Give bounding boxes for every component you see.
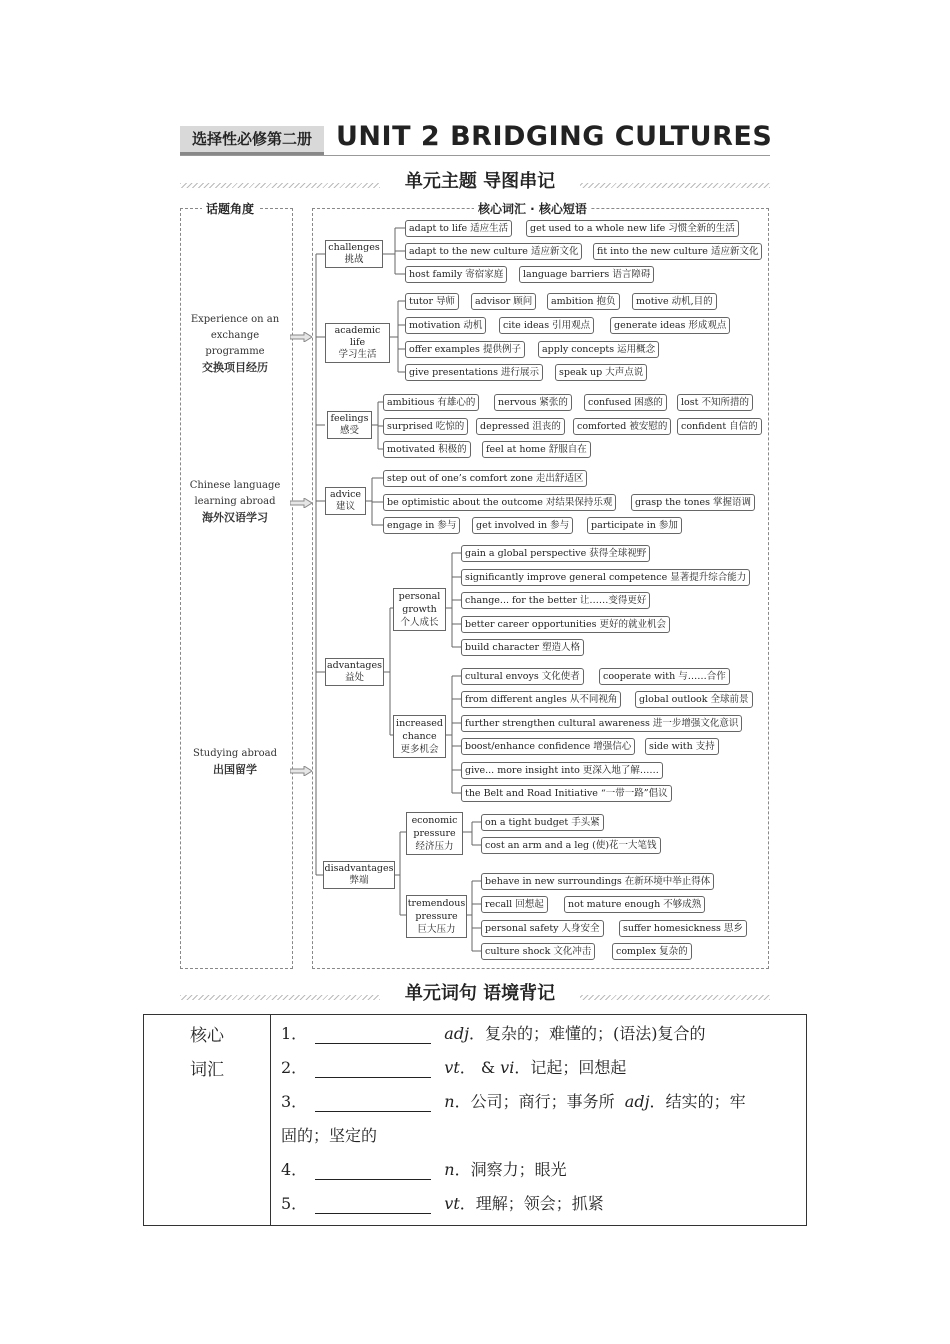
phrase-item: lost 不知所措的 bbox=[677, 394, 753, 411]
phrase-item: better career opportunities 更好的就业机会 bbox=[461, 616, 670, 633]
vocab-line-3: 3． n．公司；商行；事务所 adj．结实的；牢 bbox=[281, 1092, 746, 1111]
phrase-item: motivation 动机 bbox=[405, 317, 486, 334]
phrase-item: tutor 导师 bbox=[405, 293, 459, 310]
phrase-item: complex 复杂的 bbox=[612, 943, 692, 960]
vocab-line-2: 2． vt． & vi．记起；回想起 bbox=[281, 1058, 627, 1077]
core-vocab-label: 核心词汇 · 核心短语 bbox=[474, 200, 591, 217]
phrase-item: offer examples 提供例子 bbox=[405, 341, 525, 358]
right-arrow-icon bbox=[290, 332, 312, 342]
category-challenges: challenges 挑战 bbox=[325, 240, 383, 268]
phrase-item: from different angles 从不同视角 bbox=[461, 691, 621, 708]
phrase-item: cost an arm and a leg (使)花一大笔钱 bbox=[481, 837, 661, 854]
phrase-item: suffer homesickness 思乡 bbox=[619, 920, 747, 937]
phrase-item: boost/enhance confidence 增强信心 bbox=[461, 738, 635, 755]
phrase-item: cooperate with 与……合作 bbox=[599, 668, 730, 685]
phrase-item: surprised 吃惊的 bbox=[383, 418, 468, 435]
subcategory-increased-chance: increased chance 更多机会 bbox=[393, 715, 446, 758]
phrase-item: on a tight budget 手头紧 bbox=[481, 814, 604, 831]
answer-blank[interactable] bbox=[315, 1059, 431, 1078]
category-advantages: advantages 益处 bbox=[325, 658, 384, 686]
answer-blank[interactable] bbox=[315, 1195, 431, 1214]
phrase-item: confident 自信的 bbox=[677, 418, 762, 435]
phrase-item: the Belt and Road Initiative “一带一路”倡议 bbox=[461, 785, 672, 802]
phrase-item: depressed 沮丧的 bbox=[476, 418, 565, 435]
subcategory-personal-growth: personal growth 个人成长 bbox=[393, 588, 446, 631]
topic-angle-label: 话题角度 bbox=[202, 200, 258, 217]
book-volume-tag: 选择性必修第二册 bbox=[180, 126, 324, 155]
phrase-item: apply concepts 运用概念 bbox=[538, 341, 659, 358]
phrase-item: cultural envoys 文化使者 bbox=[461, 668, 584, 685]
section-title-vocab: 单元词句 语境背记 bbox=[380, 979, 580, 1005]
right-arrow-icon bbox=[290, 766, 312, 776]
phrase-item: ambitious 有雄心的 bbox=[383, 394, 479, 411]
phrase-item: confused 困惑的 bbox=[584, 394, 667, 411]
phrase-item: change... for the better 让……变得更好 bbox=[461, 592, 650, 609]
core-vocab-table bbox=[143, 1014, 807, 1226]
phrase-item: significantly improve general competence 显著提升综合能力 bbox=[461, 569, 750, 586]
category-advice: advice 建议 bbox=[325, 487, 366, 515]
phrase-item: personal safety 人身安全 bbox=[481, 920, 604, 937]
answer-blank[interactable] bbox=[315, 1161, 431, 1180]
phrase-item: gain a global perspective 获得全球视野 bbox=[461, 545, 650, 562]
phrase-item: adapt to the new culture 适应新文化 bbox=[405, 243, 582, 260]
phrase-item: host family 寄宿家庭 bbox=[405, 266, 507, 283]
answer-blank[interactable] bbox=[315, 1093, 431, 1112]
phrase-item: motivated 积极的 bbox=[383, 441, 471, 458]
subcategory-economic-pressure: economic pressure 经济压力 bbox=[406, 812, 463, 855]
phrase-item: adapt to life 适应生活 bbox=[405, 220, 512, 237]
topic-exchange: Experience on an exchange programme 交换项目经历 bbox=[190, 314, 280, 374]
phrase-item: advisor 顾问 bbox=[471, 293, 536, 310]
phrase-item: side with 支持 bbox=[645, 738, 719, 755]
phrase-item: further strengthen cultural awareness 进一步增强文化意识 bbox=[461, 715, 742, 732]
phrase-item: fit into the new culture 适应新文化 bbox=[593, 243, 762, 260]
phrase-item: be optimistic about the outcome 对结果保持乐观 bbox=[383, 494, 616, 511]
right-arrow-icon bbox=[290, 498, 312, 508]
vocab-line-3-cont: 固的；坚定的 bbox=[281, 1126, 378, 1145]
phrase-item: grasp the tones 掌握语调 bbox=[631, 494, 755, 511]
phrase-item: engage in 参与 bbox=[383, 517, 460, 534]
section-title-mindmap: 单元主题 导图串记 bbox=[380, 167, 580, 193]
phrase-item: give... more insight into 更深入地了解…… bbox=[461, 762, 663, 779]
core-vocab-label-cell: 核心 词汇 bbox=[144, 1015, 271, 1226]
phrase-item: give presentations 进行展示 bbox=[405, 364, 543, 381]
phrase-item: feel at home 舒服自在 bbox=[482, 441, 591, 458]
phrase-item: recall 回想起 bbox=[481, 896, 548, 913]
phrase-item: not mature enough 不够成熟 bbox=[564, 896, 705, 913]
phrase-item: get involved in 参与 bbox=[472, 517, 573, 534]
phrase-item: cite ideas 引用观点 bbox=[499, 317, 594, 334]
topic-chinese-learning: Chinese language learning abroad 海外汉语学习 bbox=[189, 480, 281, 524]
category-feelings: feelings 感受 bbox=[327, 411, 372, 439]
phrase-item: comforted 被安慰的 bbox=[573, 418, 671, 435]
phrase-item: participate in 参加 bbox=[587, 517, 682, 534]
vocab-line-1: 1． adj．复杂的；难懂的；(语法)复合的 bbox=[281, 1024, 706, 1043]
vocab-line-4: 4． n．洞察力；眼光 bbox=[281, 1160, 567, 1179]
answer-blank[interactable] bbox=[315, 1025, 431, 1044]
phrase-item: generate ideas 形成观点 bbox=[610, 317, 730, 334]
unit-title: UNIT 2 BRIDGING CULTURES bbox=[336, 121, 773, 152]
phrase-item: step out of one’s comfort zone 走出舒适区 bbox=[383, 470, 587, 487]
phrase-item: culture shock 文化冲击 bbox=[481, 943, 595, 960]
category-disadvantages: disadvantages 弊端 bbox=[323, 861, 395, 889]
phrase-item: global outlook 全球前景 bbox=[635, 691, 753, 708]
topic-study-abroad: Studying abroad 出国留学 bbox=[192, 748, 278, 776]
phrase-item: get used to a whole new life 习惯全新的生活 bbox=[526, 220, 739, 237]
phrase-item: motive 动机,目的 bbox=[632, 293, 717, 310]
subcategory-tremendous-pressure: tremendous pressure 巨大压力 bbox=[406, 895, 467, 938]
core-vocab-lines bbox=[271, 1015, 807, 1226]
phrase-item: language barriers 语言障碍 bbox=[519, 266, 654, 283]
phrase-item: build character 塑造人格 bbox=[461, 639, 584, 656]
phrase-item: speak up 大声点说 bbox=[555, 364, 647, 381]
category-academic-life: academic life 学习生活 bbox=[325, 323, 390, 363]
phrase-item: ambition 抱负 bbox=[547, 293, 620, 310]
phrase-item: nervous 紧张的 bbox=[494, 394, 572, 411]
vocab-line-5: 5． vt．理解；领会；抓紧 bbox=[281, 1194, 604, 1213]
phrase-item: behave in new surroundings 在新环境中举止得体 bbox=[481, 873, 714, 890]
